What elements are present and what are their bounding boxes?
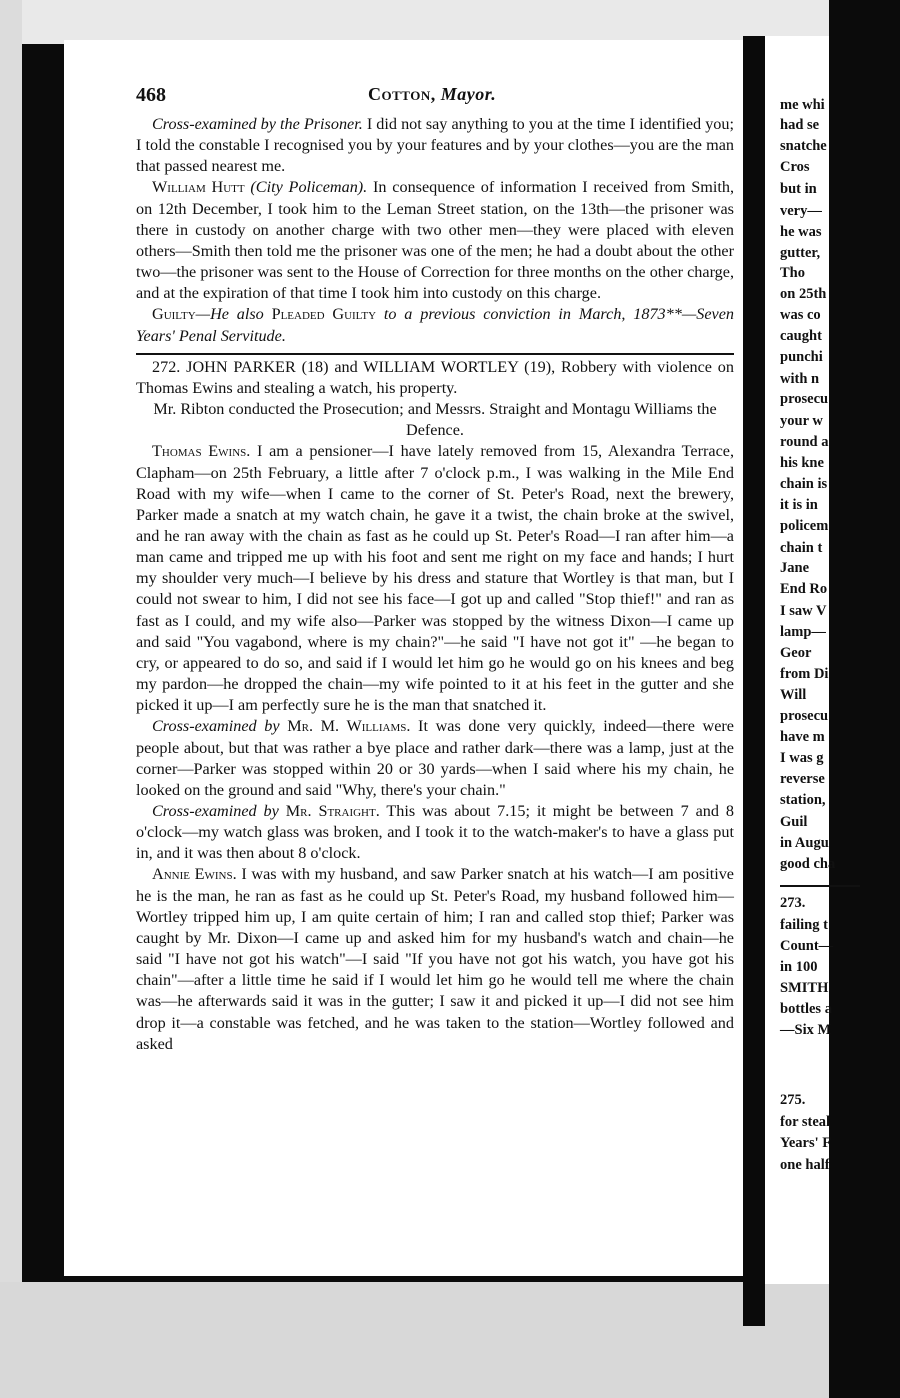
paragraph-cross-exam-prisoner: Cross-examined by the Prisoner. I did not say anything to you at the time I identified you; I told the constable I recognised you by your features and by your clothes—you are the man that passed nearest me. <box>136 115 734 176</box>
right-column-line: but in <box>780 181 817 197</box>
right-column-line: one half <box>780 1157 830 1173</box>
right-column-line: Guil <box>780 814 808 830</box>
right-column-line: your w <box>780 413 823 429</box>
right-page-fragment <box>765 36 836 1284</box>
page-number: 468 <box>136 84 166 106</box>
case-heading: 272. JOHN PARKER (18) and WILLIAM WORTLEY (19), Robbery with violence on Thomas Ewins and stealing a watch, his property. <box>136 357 734 397</box>
right-column-line: from Di <box>780 666 829 682</box>
right-column-line: it is in <box>780 497 818 513</box>
right-column-line: good cha <box>780 856 836 872</box>
right-column-line: I was g <box>780 750 824 766</box>
right-column-line: for steal <box>780 1114 831 1130</box>
right-column-line: policem <box>780 518 829 534</box>
right-column-line: Will <box>780 687 807 703</box>
body-text <box>136 114 734 1055</box>
right-column-line: I saw V <box>780 603 827 619</box>
right-column-line: station, <box>780 792 826 808</box>
paragraph-annie-ewins: Annie Ewins. I was with my husband, and saw Parker snatch at his watch—I am positive he is the man, he ran as fast as he could up St. Peter's Road, my husband followed him—Wortley tripped him up, I am quite certain of him; I ran and called stop thief; Parker was caught by Mr. Dixon—I came up and asked him for my husband's watch and chain—he said "I have not got his watch"—I said "If you have not got his watch, you have got his chain"—after a little time he said if I would let him go he would tell me where the chain was—he afterwards said it was in the gutter; I saw it and picked it up—I did not see him drop it—a constable was fetched, and he was taken to the station—Wortley followed and asked <box>136 865 734 1053</box>
scan-margin-bottom <box>0 1282 829 1398</box>
counsel-line: Mr. Ribton conducted the Prosecution; and Messrs. Straight and Montagu Williams the Defence. <box>153 400 717 440</box>
right-column-line: Cros <box>780 159 810 175</box>
right-column-line: me whi <box>780 97 825 113</box>
right-column-line: on 25th <box>780 286 827 302</box>
right-column-line: End Ro <box>780 581 828 597</box>
left-page <box>64 40 744 1276</box>
page-header <box>136 80 734 114</box>
right-column-line: Years' F <box>780 1135 832 1151</box>
right-column-line: caught <box>780 328 822 344</box>
right-column-line: with n <box>780 371 820 387</box>
right-column-line: punchi <box>780 349 823 365</box>
right-column-line: chain is <box>780 476 828 492</box>
right-column-line: bottles a <box>780 1001 832 1017</box>
right-column-line: Geor <box>780 645 812 661</box>
book-gutter <box>743 36 765 1326</box>
right-column-line: Jane <box>780 560 809 576</box>
paragraph-thomas-ewins: Thomas Ewins. I am a pensioner—I have lately removed from 15, Alexandra Terrace, Clapham—on 25th February, a little after 7 o'clock p.m., I was walking in the Mile End Road with my wife—when I came to the corner of St. Peter's Road, next the brewery, Parker made a snatch at my watch chain, he gave it a twist, the chain broke at the swivel, and he ran away with the chain as fast as he could up St. Peter's Road—I ran after him—a man came and tripped me up with his foot and sent me right on my face and hands; I hurt my shoulder very much—I believe by his dress and stature that Wortley is that man, but I could not swear to him, I did not see his face—I got up and called "Stop thief!" and ran as fast as I could, and my wife also—Parker was stopped by the witness Dixon—I came up and said "You vagabond, where is my chain?"—he said "I have not got it" —he began to cry, or appeared to do so, and said if I would let him go he would go on his knees and beg my pardon—he dropped the chain—my wife pointed to it at his feet in the gutter and she picked it up—I am perfectly sure he is the man that snatched it. <box>136 442 734 715</box>
right-column-line: Tho <box>780 265 805 281</box>
paragraph-witness-hutt: William Hutt (City Policeman). In consequence of information I received from Smith, on 12th December, I took him to the Leman Street station, on the 13th—the prisoner was there in custody on another charge with two other men—they were placed with eleven others—Smith then told me the prisoner was one of the men; he had a doubt about the other two—the prisoner was sent to the House of Correction for three months on the other charge, and at the expiration of that time I took him into custody on this charge. <box>136 178 734 303</box>
right-column-line: in 100 <box>780 959 818 975</box>
right-column-line: have m <box>780 729 825 745</box>
right-column-line: he was <box>780 224 822 240</box>
right-column-line: had se <box>780 117 820 133</box>
right-column-line: lamp— <box>780 624 826 640</box>
right-column-line: SMITH <box>780 980 829 996</box>
paragraph-cross-exam-williams: Cross-examined by Mr. M. Williams. It was done very quickly, indeed—there were people about, but that was rather a bye place and rather dark—there was a lamp, just at the corner—Parker was stopped within 20 or 30 yards—when I said where his my chain, he looked on the ground and said "Why, there's your chain." <box>136 717 734 799</box>
right-column-line: reverse <box>780 771 825 787</box>
right-column-line: 275. <box>780 1092 806 1108</box>
right-column-line: in Augu <box>780 835 829 851</box>
section-divider <box>136 353 734 355</box>
running-title: Cotton, Mayor. <box>368 84 497 104</box>
scan-margin-left <box>0 0 22 1398</box>
right-column-divider <box>780 885 860 887</box>
right-column-line: round a <box>780 434 829 450</box>
right-column-line: 273. <box>780 895 806 911</box>
right-column-line: was co <box>780 307 821 323</box>
right-column-line: Count— <box>780 938 834 954</box>
right-column-line: chain t <box>780 540 823 556</box>
right-column-line: failing t <box>780 917 828 933</box>
right-column-line: snatche <box>780 138 827 154</box>
right-column-line: prosecu <box>780 391 829 407</box>
right-column-line: very— <box>780 203 822 219</box>
paragraph-cross-exam-straight: Cross-examined by Mr. Straight. This was about 7.15; it might be between 7 and 8 o'clock—my watch glass was broken, and I took it to the watch-maker's to have a glass put in, and it was then about 8 o'clock. <box>136 802 734 863</box>
right-column-line: —Six M <box>780 1022 832 1038</box>
verdict: Guilty—He also Pleaded Guilty to a previous conviction in March, 1873**—Seven Years' Penal Servitude. <box>136 305 734 345</box>
right-column-line: gutter, <box>780 245 821 261</box>
page-content <box>136 80 734 1055</box>
scan-margin-top <box>0 0 829 44</box>
right-column-line: his kne <box>780 455 824 471</box>
right-column-line: prosecu <box>780 708 829 724</box>
